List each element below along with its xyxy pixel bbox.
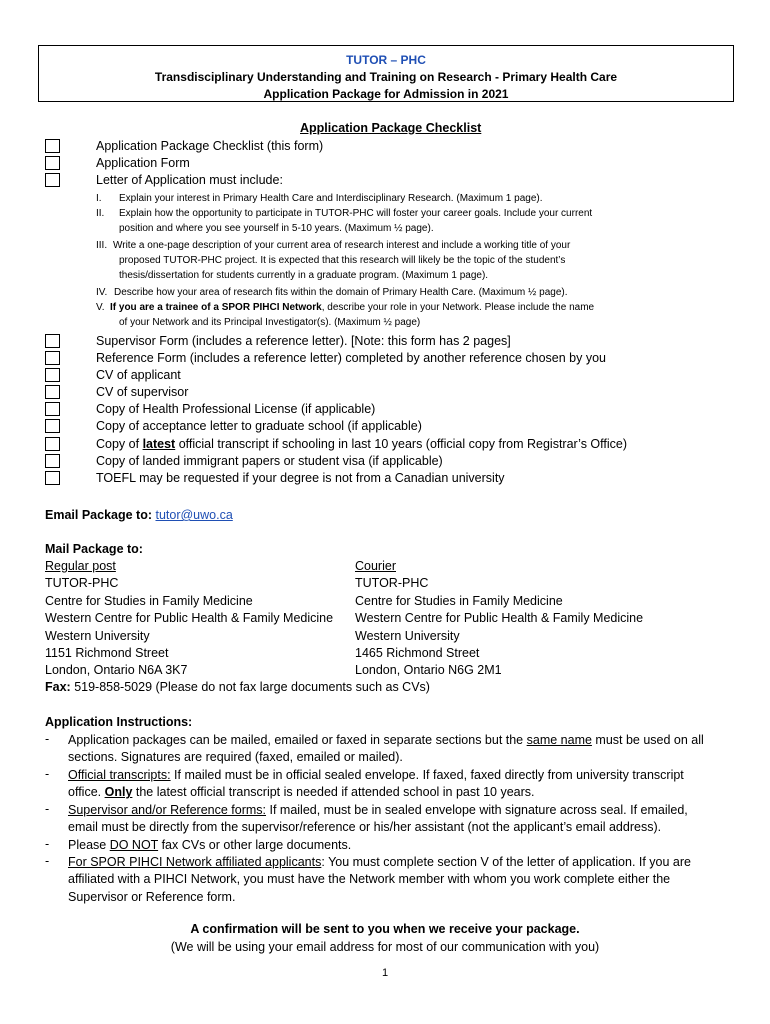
letter-point: Describe how your area of research fits within the domain of Primary Health Care. (Maximum ½ page). xyxy=(114,287,568,298)
mail-package-heading: Mail Package to: xyxy=(45,542,143,556)
bullet-dash: - xyxy=(45,767,50,781)
checklist-item: Reference Form (includes a reference letter) completed by another reference chosen by you xyxy=(96,351,606,365)
bullet-dash: - xyxy=(45,732,50,746)
checkbox-transcript[interactable] xyxy=(45,437,60,451)
letter-point: position and where you see yourself in 5-10 years. (Maximum ½ page). xyxy=(119,223,434,234)
bullet-dash: - xyxy=(45,837,50,851)
point-number: V. xyxy=(96,302,105,313)
regular-post-heading: Regular post xyxy=(45,559,116,573)
checkbox-license[interactable] xyxy=(45,402,60,416)
checklist-item: TOEFL may be requested if your degree is not from a Canadian university xyxy=(96,471,505,485)
address-line: London, Ontario N6A 3K7 xyxy=(45,663,188,678)
spor-trainee-text: , describe your role in your Network. Please include the name xyxy=(321,302,595,313)
address-line: London, Ontario N6G 2M1 xyxy=(355,663,502,678)
program-acronym: TUTOR – PHC xyxy=(346,53,426,67)
address-line: TUTOR-PHC xyxy=(355,576,429,591)
address-line: Western University xyxy=(355,628,460,643)
checkbox-cv-applicant[interactable] xyxy=(45,368,60,382)
point-number: III. xyxy=(96,240,108,251)
instruction-item: Please DO NOT fax CVs or other large documents. xyxy=(68,838,352,852)
instruction-item: Official transcripts: If mailed must be in official sealed envelope. If faxed, faxed directly from university transcript office. Only the latest official transcript is needed if attended school in past 10 years. xyxy=(68,768,684,800)
address-line: Centre for Studies in Family Medicine xyxy=(45,593,253,608)
email-package-row xyxy=(45,508,233,522)
point-number: II. xyxy=(96,208,105,219)
email-label: Email Package to: xyxy=(45,508,152,522)
point-number: I. xyxy=(96,193,102,204)
letter-point: proposed TUTOR-PHC project. It is expected that this research will likely be the topic of the student’s xyxy=(119,255,566,266)
letter-point: Explain how the opportunity to participate in TUTOR-PHC will foster your career goals. Include your current xyxy=(119,208,593,219)
checklist-item: Copy of acceptance letter to graduate school (if applicable) xyxy=(96,419,422,433)
checklist-item: CV of supervisor xyxy=(96,385,189,399)
address-line: 1151 Richmond Street xyxy=(45,646,169,661)
spor-trainee-lead: If you are a trainee of a SPOR PIHCI Network xyxy=(110,302,322,313)
checkbox-acceptance-letter[interactable] xyxy=(45,419,60,433)
address-line: Western Centre for Public Health & Family Medicine xyxy=(355,611,644,626)
checklist-item: CV of applicant xyxy=(96,368,181,382)
instruction-item: For SPOR PIHCI Network affiliated applicants: You must complete section V of the letter of application. If you are affiliated with a PIHCI Network, you must have the Network member with whom you work complete either the Supervisor or Reference form. xyxy=(68,855,692,904)
regular-post-address xyxy=(45,558,333,680)
checkbox-immigrant-papers[interactable] xyxy=(45,454,60,468)
fax-label: Fax: xyxy=(45,680,71,694)
instruction-item: Application packages can be mailed, emailed or faxed in separate sections but the same name must be used on all sections. Signatures are required (faxed, emailed or mailed). xyxy=(68,733,704,765)
letter-point: Explain your interest in Primary Health Care and Interdisciplinary Research. (Maximum 1 page). xyxy=(119,193,543,204)
courier-address xyxy=(355,558,643,680)
confirmation-subnote: (We will be using your email address for most of our communication with you) xyxy=(170,940,600,954)
address-line: Western Centre for Public Health & Family Medicine xyxy=(45,611,334,626)
checklist-item: Application Package Checklist (this form) xyxy=(96,139,324,153)
email-link[interactable]: tutor@uwo.ca xyxy=(155,508,233,522)
title-box xyxy=(38,45,734,102)
checklist-item: Supervisor Form (includes a reference letter). [Note: this form has 2 pages] xyxy=(96,334,511,348)
letter-point: Write a one-page description of your current area of research interest and include a working title of your xyxy=(113,240,571,251)
checklist-item: Letter of Application must include: xyxy=(96,173,283,187)
checklist-item: Copy of Health Professional License (if applicable) xyxy=(96,402,376,416)
checkbox-checklist-form[interactable] xyxy=(45,139,60,153)
address-line: 1465 Richmond Street xyxy=(355,646,480,661)
instruction-item: Supervisor and/or Reference forms: If mailed, must be in sealed envelope with signature across seal. If emailed, email must be directly from the supervisor/reference or his/her assistant (not the applicant’s email address). xyxy=(68,803,688,835)
checkbox-application-form[interactable] xyxy=(45,156,60,170)
address-line: Western University xyxy=(45,628,150,643)
fax-row xyxy=(45,680,430,694)
address-line: TUTOR-PHC xyxy=(45,576,119,591)
letter-point: of your Network and its Principal Investigator(s). (Maximum ½ page) xyxy=(119,317,421,328)
checklist-heading: Application Package Checklist xyxy=(300,121,482,135)
document-title: Application Package for Admission in 2021 xyxy=(263,87,509,101)
checkbox-letter-of-application[interactable] xyxy=(45,173,60,187)
page-number: 1 xyxy=(381,967,389,979)
confirmation-note: A confirmation will be sent to you when we receive your package. xyxy=(190,922,580,936)
checklist-item-transcript: Copy of latest official transcript if schooling in last 10 years (official copy from Registrar’s Office) xyxy=(96,437,628,451)
courier-heading: Courier xyxy=(355,559,396,573)
checkbox-supervisor-form[interactable] xyxy=(45,334,60,348)
checklist-item: Copy of landed immigrant papers or student visa (if applicable) xyxy=(96,454,443,468)
letter-point xyxy=(110,302,594,313)
program-full-name: Transdisciplinary Understanding and Training on Research - Primary Health Care xyxy=(154,70,618,84)
checkbox-toefl[interactable] xyxy=(45,471,60,485)
checkbox-reference-form[interactable] xyxy=(45,351,60,365)
letter-point: thesis/dissertation for students currently in a graduate program. (Maximum 1 page). xyxy=(119,270,489,281)
fax-text: 519-858-5029 (Please do not fax large documents such as CVs) xyxy=(74,680,430,694)
checklist-item: Application Form xyxy=(96,156,190,170)
checkbox-cv-supervisor[interactable] xyxy=(45,385,60,399)
bullet-dash: - xyxy=(45,802,50,816)
bullet-dash: - xyxy=(45,854,50,868)
address-line: Centre for Studies in Family Medicine xyxy=(355,593,563,608)
point-number: IV. xyxy=(96,287,108,298)
instructions-heading: Application Instructions: xyxy=(45,715,193,729)
